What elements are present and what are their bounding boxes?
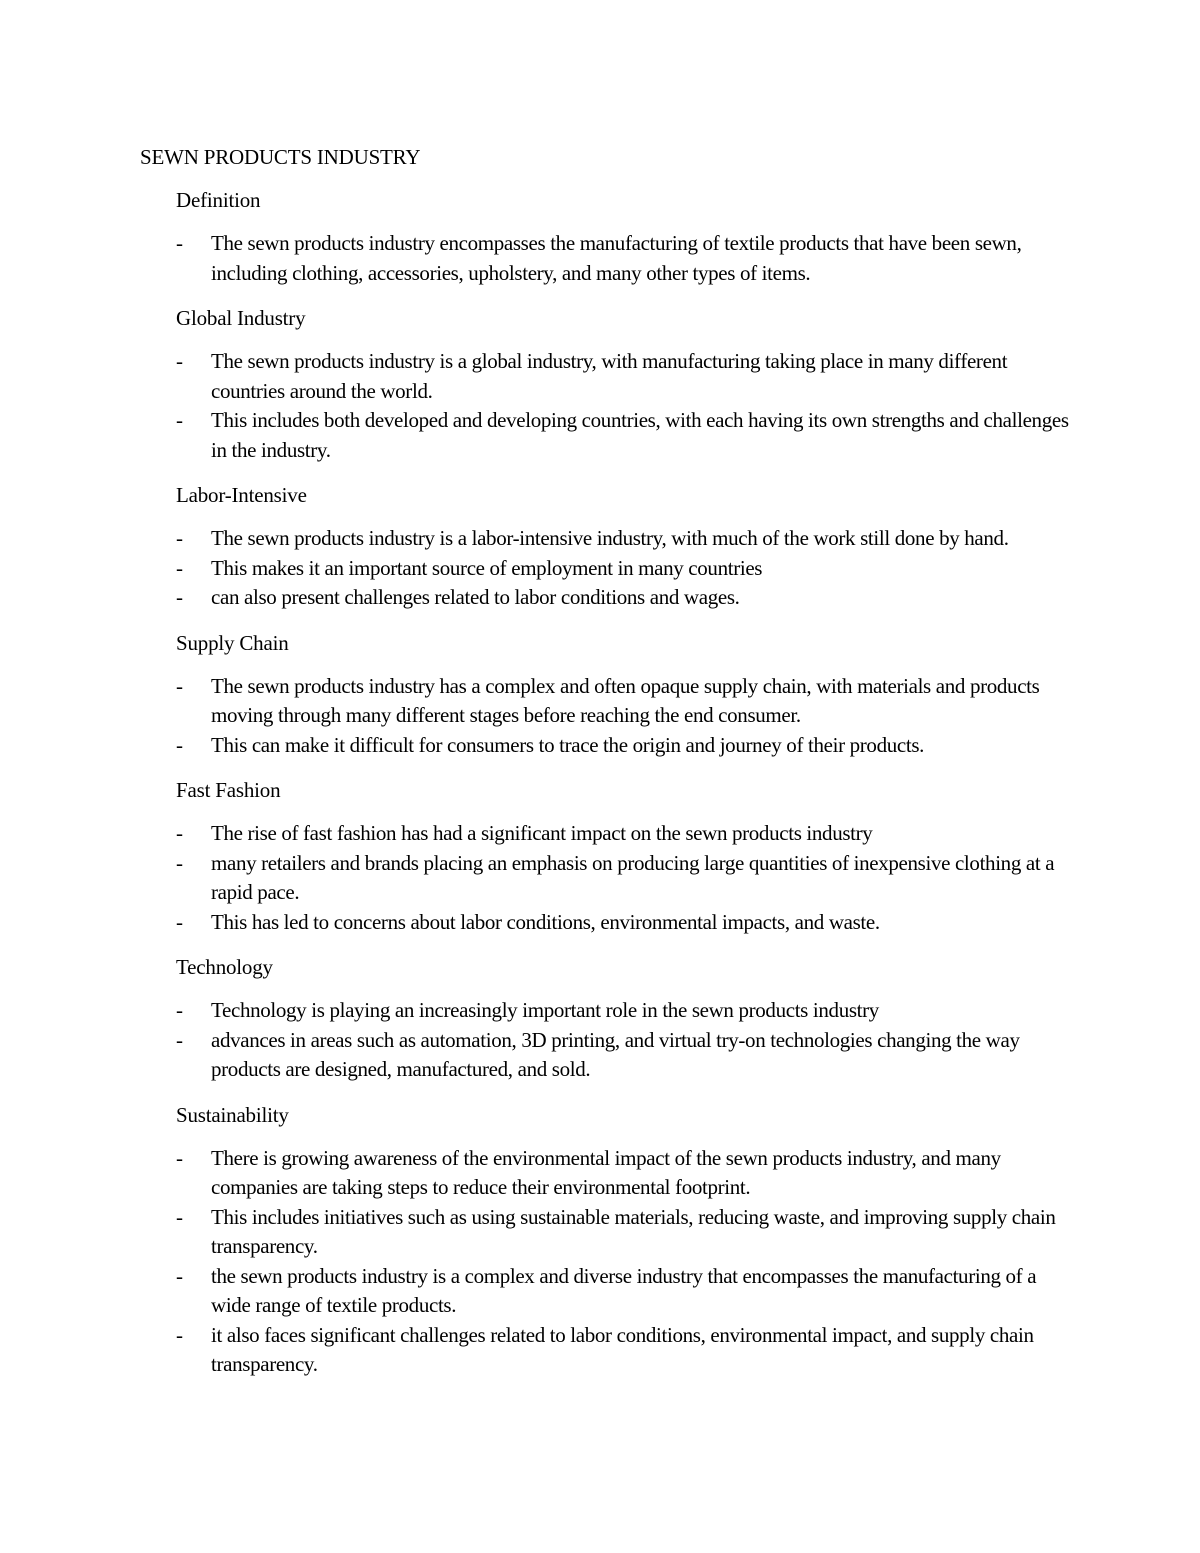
- bullet-text: This can make it difficult for consumers to trace the origin and journey of their products.: [211, 732, 925, 757]
- list-item: [140, 819, 1080, 849]
- section-global-industry: [140, 304, 1080, 465]
- section-heading: Definition: [176, 188, 261, 212]
- bullet-text: The rise of fast fashion has had a significant impact on the sewn products industry: [211, 821, 873, 845]
- list-item: [140, 554, 1080, 584]
- bullet-text: Technology is playing an increasingly important role in the sewn products industry: [211, 998, 879, 1022]
- list-item: [140, 849, 1080, 908]
- list-item: [140, 996, 1080, 1026]
- bullet-dash: -: [176, 1145, 183, 1170]
- bullet-dash: -: [176, 231, 183, 255]
- section-heading: Global Industry: [176, 306, 306, 330]
- bullet-list: [140, 229, 1080, 288]
- bullet-text: This has led to concerns about labor conditions, environmental impacts, and waste.: [211, 909, 880, 934]
- section-heading: Technology: [176, 955, 273, 979]
- list-item: [140, 229, 1080, 288]
- bullet-dash: -: [176, 408, 183, 432]
- bullet-text: The sewn products industry is a labor-intensive industry, with much of the work still done by hand.: [211, 526, 1009, 550]
- bullet-dash: -: [176, 526, 183, 550]
- list-item: [140, 406, 1080, 465]
- list-item: [140, 672, 1080, 731]
- bullet-list: [140, 672, 1080, 761]
- bullet-text: many retailers and brands placing an emphasis on producing large quantities of inexpensive clothing at a rapid pace.: [211, 850, 1055, 904]
- list-item: [140, 731, 1080, 761]
- section-heading: Labor-Intensive: [176, 483, 307, 507]
- section-heading: Sustainability: [176, 1102, 289, 1127]
- bullet-dash: -: [176, 1027, 183, 1052]
- section-supply-chain: [140, 629, 1080, 761]
- section-sustainability: [140, 1101, 1080, 1380]
- bullet-text: This includes both developed and developing countries, with each having its own strengths and challenges in the industry.: [211, 408, 1069, 462]
- document-title: SEWN PRODUCTS INDUSTRY: [140, 145, 421, 169]
- bullet-dash: -: [176, 998, 183, 1022]
- bullet-list: [140, 347, 1080, 465]
- sections-container: [140, 186, 1080, 1380]
- bullet-text: the sewn products industry is a complex and diverse industry that encompasses the manufacturing of a wide range of textile products.: [211, 1263, 1037, 1317]
- bullet-text: it also faces significant challenges related to labor conditions, environmental impact, and supply chain transparency.: [211, 1322, 1034, 1376]
- section-fast-fashion: [140, 776, 1080, 937]
- bullet-dash: -: [176, 1204, 183, 1229]
- list-item: [140, 524, 1080, 554]
- bullet-list: [140, 1144, 1080, 1380]
- bullet-text: The sewn products industry is a global industry, with manufacturing taking place in many different countries around the world.: [211, 349, 1008, 403]
- bullet-dash: -: [176, 732, 183, 757]
- bullet-dash: -: [176, 1322, 183, 1347]
- list-item: [140, 347, 1080, 406]
- list-item: [140, 583, 1080, 613]
- section-heading: Fast Fashion: [176, 778, 281, 802]
- section-heading: Supply Chain: [176, 630, 289, 655]
- list-item: [140, 1262, 1080, 1321]
- document-body: [140, 143, 1080, 1396]
- section-technology: [140, 953, 1080, 1085]
- bullet-dash: -: [176, 909, 183, 934]
- bullet-dash: -: [176, 585, 183, 609]
- bullet-dash: -: [176, 673, 183, 698]
- list-item: [140, 1203, 1080, 1262]
- bullet-list: [140, 524, 1080, 613]
- bullet-text: There is growing awareness of the environmental impact of the sewn products industry, and many companies are taking steps to reduce their environmental footprint.: [211, 1145, 1001, 1199]
- bullet-dash: -: [176, 555, 183, 580]
- list-item: [140, 1144, 1080, 1203]
- bullet-dash: -: [176, 850, 183, 875]
- bullet-list: [140, 819, 1080, 937]
- bullet-text: This includes initiatives such as using sustainable materials, reducing waste, and improving supply chain transparency.: [211, 1204, 1056, 1258]
- bullet-dash: -: [176, 349, 183, 373]
- section-labor-intensive: [140, 481, 1080, 613]
- bullet-text: The sewn products industry encompasses the manufacturing of textile products that have been sewn, including clothing, accessories, upholstery, and many other types of items.: [211, 231, 1022, 285]
- section-definition: [140, 186, 1080, 288]
- bullet-text: This makes it an important source of employment in many countries: [211, 555, 763, 580]
- bullet-dash: -: [176, 1263, 183, 1288]
- bullet-text: advances in areas such as automation, 3D printing, and virtual try-on technologies changing the way products are designed, manufactured, and sold.: [211, 1027, 1020, 1081]
- bullet-text: can also present challenges related to labor conditions and wages.: [211, 585, 740, 609]
- list-item: [140, 1026, 1080, 1085]
- list-item: [140, 1321, 1080, 1380]
- bullet-text: The sewn products industry has a complex and often opaque supply chain, with materials and products moving through many different stages before reaching the end consumer.: [211, 673, 1040, 727]
- bullet-list: [140, 996, 1080, 1085]
- list-item: [140, 908, 1080, 938]
- bullet-dash: -: [176, 821, 183, 845]
